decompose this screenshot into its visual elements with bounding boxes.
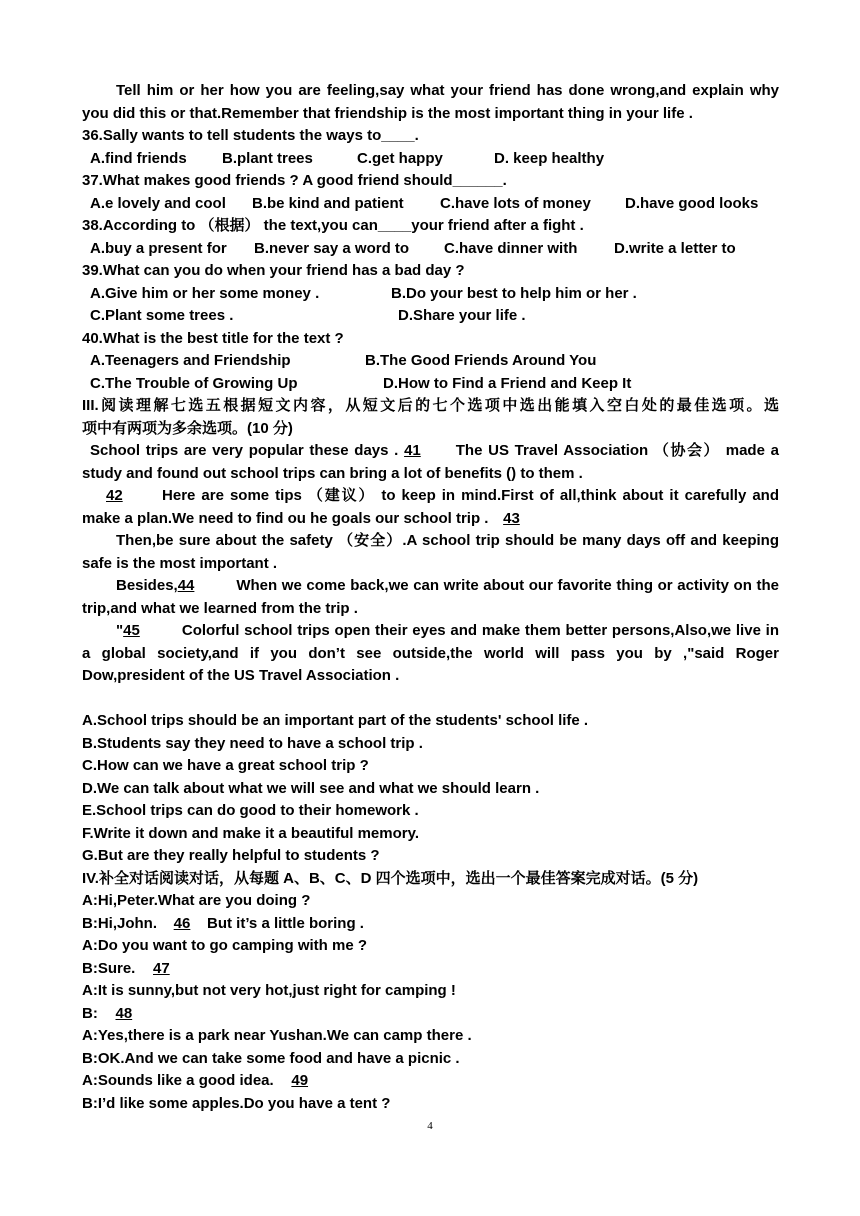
option-c: C.have lots of money [440,194,591,212]
option-d: D.have good looks [625,194,759,212]
exam-page [82,80,779,1115]
page-number: 4 [427,1120,433,1132]
option-b: B.plant trees [222,149,313,167]
question-38-options [82,238,779,261]
choice-d: D.We can talk about what we will see and what we should learn . [82,779,540,797]
passage-line-6: safe is the most important . [82,554,278,572]
question-36: 36.Sally wants to tell students the ways to____. [82,127,419,144]
choice-a: A.School trips should be an important part of the students' school life . [82,712,589,729]
question-39-options-row1 [82,283,779,306]
dialogue-line-1: A:Hi,Peter.What are you doing ? [82,892,311,909]
blank-41: 41 [404,442,421,459]
question-37: 37.What makes good friends ? A good friend should______. [82,172,507,189]
passage-line-7: Besides,44 When we come back,we can write about our favorite thing or activity on the [82,575,779,598]
dialogue-line-9: A:Sounds like a good idea. 49 [82,1070,779,1093]
passage-line-2: study and found out school trips can bring a lot of benefits () to them . [82,464,583,482]
dialogue-line-7: A:Yes,there is a park near Yushan.We can camp there . [82,1027,472,1044]
passage-line-10: a global society,and if you don’t see outside,the world will pass you by ,"said Roger [82,644,779,662]
dialogue-line-5: A:It is sunny,but not very hot,just right for camping ! [82,982,456,999]
section-3-header-line-2: 项中有两项为多余选项。(10 分) [82,419,293,437]
option-a: A.e lovely and cool [90,194,226,212]
passage-line-3: 42 Here are some tips （建议） to keep in mind.First of all,think about it carefully and [82,485,779,508]
dialogue-line-2: B:Hi,John. 46 But it’s a little boring . [82,913,779,936]
question-38: 38.According to （根据） the text,you can____your friend after a fight . [82,217,584,234]
passage-line-8: trip,and what we learned from the trip . [82,599,358,617]
choice-b: B.Students say they need to have a school trip . [82,734,423,752]
blank-46: 46 [173,914,191,932]
option-b: B.never say a word to [254,239,410,257]
question-36-options [82,148,779,171]
question-39-options-row2 [82,305,779,328]
option-c: C.Plant some trees . [90,307,234,324]
dialogue-line-6: B: 48 [82,1003,779,1026]
question-40-options-row1 [82,350,779,373]
option-d: D. keep healthy [494,149,605,167]
blank-42: 42 [106,487,123,504]
passage-line-9: "45 Colorful school trips open their eyes and make them better persons,Also,we live in [82,620,779,643]
blank-44: 44 [177,577,195,594]
question-40-options-row2 [82,373,779,396]
option-a: A.find friends [90,149,187,167]
passage-line-11: Dow,president of the US Travel Association . [82,667,400,684]
passage-line-4: make a plan.We need to find ou he goals our school trip . 43 [82,508,779,531]
intro-line-1: Tell him or her how you are feeling,say what your friend has done wrong,and explain why [116,82,779,99]
dialogue-line-4: B:Sure. 47 [82,958,779,981]
blank-47: 47 [153,959,170,977]
dialogue-line-10: B:I’d like some apples.Do you have a tent ? [82,1094,391,1112]
option-c: C.have dinner with [444,239,578,257]
blank-45: 45 [123,622,140,639]
passage-line-5: Then,be sure about the safety （安全）.A school trip should be many days off and keeping [116,532,779,549]
dialogue-line-8: B:OK.And we can take some food and have a picnic . [82,1049,460,1067]
passage-line-1: School trips are very popular these days . 41 The US Travel Association （协会） made a [82,440,779,463]
option-c: C.get happy [357,149,443,167]
question-40: 40.What is the best title for the text ? [82,329,344,347]
option-b: B.be kind and patient [252,194,404,212]
blank-49: 49 [291,1072,309,1089]
section-3-header-line-1: III.阅读理解七选五根据短文内容，从短文后的七个选项中选出能填入空白处的最佳选项。选 [82,397,779,414]
option-b: B.Do your best to help him or her . [391,284,637,302]
section-4-header: IV.补全对话阅读对话，从每题 A、B、C、D 四个选项中，选出一个最佳答案完成对话。(5 分) [82,869,699,887]
option-a: A.Teenagers and Friendship [90,352,291,369]
choice-e: E.School trips can do good to their homework . [82,802,419,819]
dialogue-line-3: A:Do you want to go camping with me ? [82,937,367,954]
choice-c: C.How can we have a great school trip ? [82,757,369,774]
blank-48: 48 [115,1004,133,1022]
option-d: D.Share your life . [398,307,526,324]
blank-43: 43 [503,509,520,527]
choice-g: G.But are they really helpful to students ? [82,847,380,864]
intro-line-2: you did this or that.Remember that friendship is the most important thing in your life . [82,104,693,122]
option-d: D.How to Find a Friend and Keep It [383,374,632,392]
option-a: A.buy a present for [90,239,227,257]
option-b: B.The Good Friends Around You [365,352,597,369]
option-a: A.Give him or her some money . [90,284,320,302]
choice-f: F.Write it down and make it a beautiful memory. [82,824,420,842]
question-39: 39.What can you do when your friend has a bad day ? [82,262,465,279]
question-37-options [82,193,779,216]
option-c: C.The Trouble of Growing Up [90,374,298,392]
option-d: D.write a letter to [614,239,736,257]
